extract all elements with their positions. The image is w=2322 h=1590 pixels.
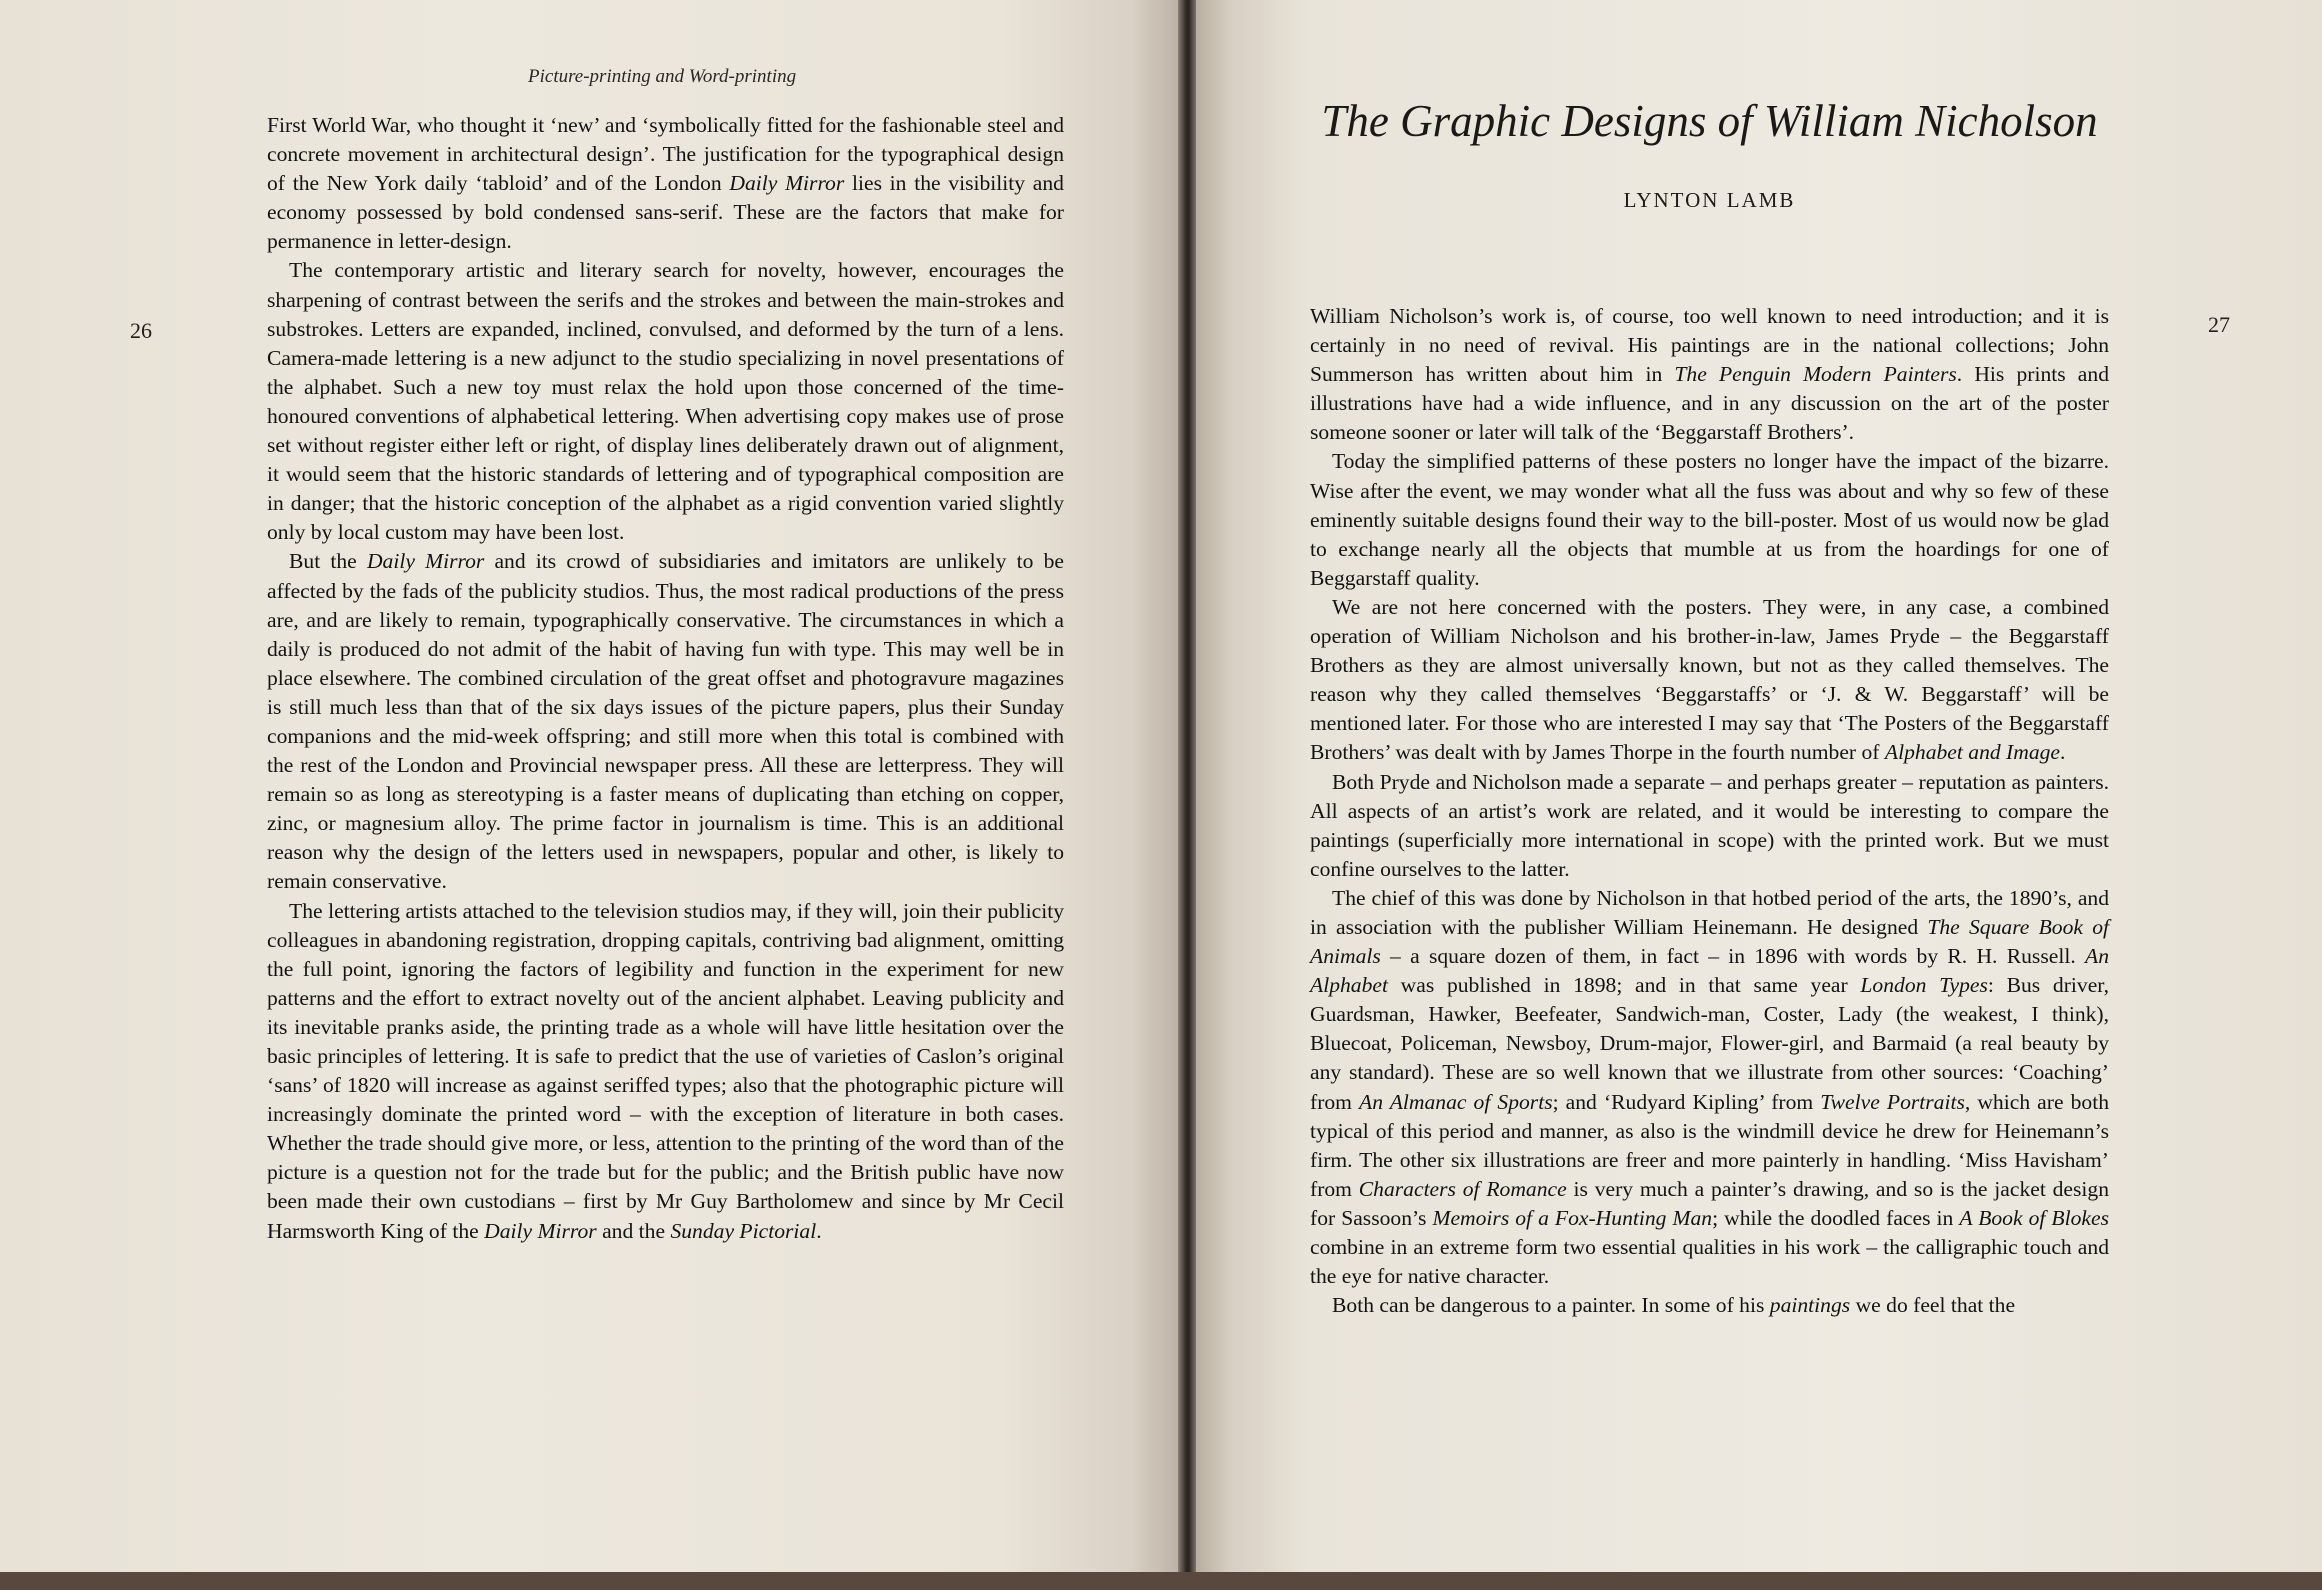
running-head: Picture-printing and Word-printing [528, 66, 797, 87]
left-paragraph-3: But the Daily Mirror and its crowd of subsidiaries and imitators are unlikely to be affected by the fads of the publicity studios. Thus, the most radical productions of the press are, and are likely to remain, typographically conservative. The circumstances in which a daily is produced do not admit of the habit of having fun with type. This may well be in place elsewhere. The combined circulation of the great offset and photogravure magazines is still much less than that of the six days issues of the picture papers, plus their Sunday companions and the mid-week offspring; and still more when this total is combined with the rest of the London and Provincial newspaper press. All these are letterpress. They will remain so as long as stereotyping is a faster means of duplicating than etching on copper, zinc, or magnesium alloy. The prime factor in journalism is time. This is an additional reason why the design of the letters used in newspapers, popular and other, is likely to remain conservative. [267, 549, 1064, 894]
right-paragraph-1: William Nicholson’s work is, of course, too well known to need introduction; and it is certainly in no need of revival. His paintings are in the national collections; John Summerson has written about him in The Penguin Modern Painters. His prints and illustrations have had a wide influence, and in any discussion on the art of the poster someone sooner or later will talk of the ‘Beggarstaff Brothers’. [1310, 304, 2109, 445]
page-number-right: 27 [2208, 312, 2230, 337]
left-paragraph-2: The contemporary artistic and literary search for novelty, however, encourages the sharpening of contrast between the serifs and the strokes and between the main-strokes and substrokes. Letters are expanded, inclined, convulsed, and deformed by the turn of a lens. Camera-made lettering is a new adjunct to the studio specializing in novel presentations of the alphabet. Such a new toy must relax the hold upon those concerned of the time-honoured conventions of alphabetical lettering. When advertising copy makes use of prose set without register either left or right, of display lines deliberately drawn out of alignment, it would seem that the historic standards of lettering and of typographical composition are in danger; that the historic conception of the alphabet as a rigid convention varied slightly only by local custom may have been lost. [267, 258, 1064, 545]
left-paragraph-1: First World War, who thought it ‘new’ and ‘symbolically fitted for the fashionable steel and concrete movement in architectural design’. The justification for the typographical design of the New York daily ‘tabloid’ and of the London Daily Mirror lies in the visibility and economy possessed by bold condensed sans-serif. These are the factors that make for permanence in letter-design. [267, 113, 1064, 254]
book-gutter [1178, 0, 1196, 1590]
right-paragraph-5: The chief of this was done by Nicholson in that hotbed period of the arts, the 1890’s, and in association with the publisher William Heinemann. He designed The Square Book of Animals – a square dozen of them, in fact – in 1896 with words by R. H. Russell. An Alphabet was published in 1898; and in that same year London Types: Bus driver, Guardsman, Hawker, Beefeater, Sandwich-man, Coster, Lady (the weakest, I think), Bluecoat, Policeman, Newsboy, Drum-major, Flower-girl, and Barmaid (a real beauty by any standard). These are so well known that we illustrate from other sources: ‘Coaching’ from An Almanac of Sports; and ‘Rudyard Kipling’ from Twelve Portraits, which are both typical of this period and manner, as also is the windmill device he drew for Heinemann’s firm. The other six illustrations are freer and more painterly in handling. ‘Miss Havisham’ from Characters of Romance is very much a painter’s drawing, and so is the jacket design for Sassoon’s Memoirs of a Fox-Hunting Man; while the doodled faces in A Book of Blokes combine in an extreme form two essential qualities in his work – the calligraphic touch and the eye for native character. [1310, 885, 2110, 1289]
right-paragraph-3: We are not here concerned with the posters. They were, in any case, a combined operation of William Nicholson and his brother-in-law, James Pryde – the Beggarstaff Brothers as they are almost universally known, but not as they called themselves. The reason why they called themselves ‘Beggarstaffs’ or ‘J. & W. Beggarstaff’ will be mentioned later. For those who are interested I may say that ‘The Posters of the Beggarstaff Brothers’ was dealt with by James Thorpe in the fourth number of Alphabet and Image. [1310, 594, 2109, 765]
article-author: LYNTON LAMB [1623, 188, 1796, 212]
left-paragraph-4: The lettering artists attached to the television studios may, if they will, join their publicity colleagues in abandoning registration, dropping capitals, contriving bad alignment, omitting the full point, ignoring the factors of legibility and function in the experiment for new patterns and the effort to extract novelty out of the ancient alphabet. Leaving publicity and its inevitable pranks aside, the printing trade as a whole will have little hesitation over the basic principles of lettering. It is safe to predict that the use of varieties of Caslon’s original ‘sans’ of 1820 will increase as against seriffed types; also that the photographic picture will increasingly dominate the printed word – with the exception of literature in both cases. Whether the trade should give more, or less, attention to the printing of the word than of the picture is a question not for the trade but for the public; and the British public have now been made their own custodians – first by Mr Guy Bartholomew and since by Mr Cecil Harmsworth King of the Daily Mirror and the Sunday Pictorial. [267, 898, 1064, 1243]
right-paragraph-6: Both can be dangerous to a painter. In some of his paintings we do feel that the [1332, 1293, 2016, 1318]
page-number-left: 26 [130, 318, 152, 343]
left-body-text [267, 111, 1064, 1246]
right-body-text [1310, 302, 2109, 1320]
right-paragraph-4: Both Pryde and Nicholson made a separate – and perhaps greater – reputation as painters. All aspects of an artist’s work are related, and it would be interesting to compare the paintings (superficially more international in scope) with the printed work. But we must confine ourselves to the latter. [1310, 769, 2109, 881]
right-paragraph-2: Today the simplified patterns of these posters no longer have the impact of the bizarre. Wise after the event, we may wonder what all the fuss was about and why so few of these eminently suitable designs found their way to the bill-poster. Most of us would now be glad to exchange nearly all the objects that mumble at us from the hoardings for one of Beggarstaff quality. [1310, 449, 2109, 590]
article-title: The Graphic Designs of William Nicholson [1321, 96, 2098, 146]
table-surface [0, 1572, 2322, 1590]
